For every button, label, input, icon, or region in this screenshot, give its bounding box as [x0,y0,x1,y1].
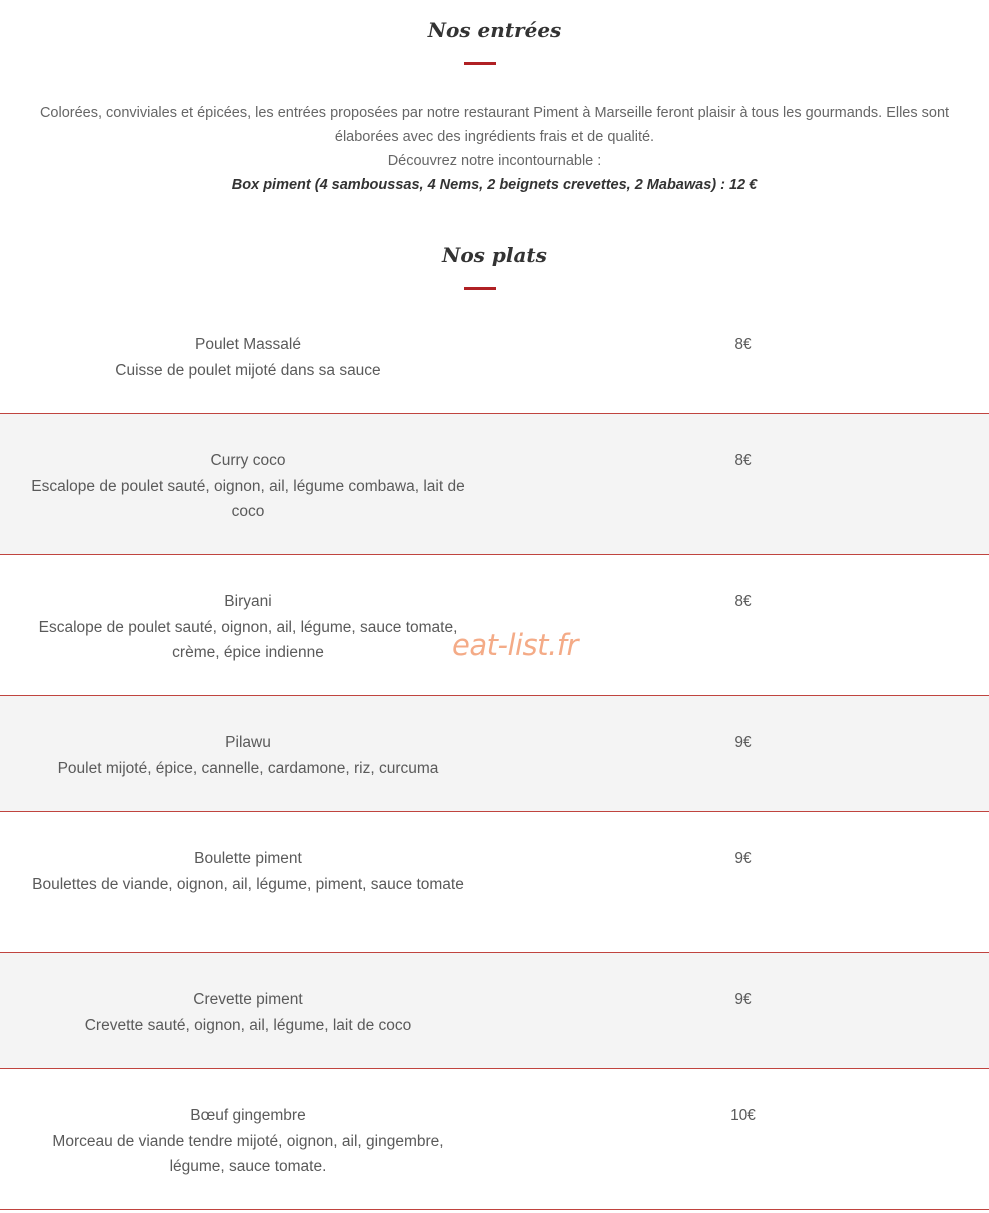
menu-item [0,555,989,696]
dish-info [30,589,466,666]
menu-item [0,812,989,953]
dish-price: 8€ [734,336,752,353]
watermark-text: eat-list.fr [452,628,578,662]
dish-price: 8€ [734,452,752,469]
entrees-title-rule [464,62,496,65]
dish-description: Cuisse de poulet mijoté dans sa sauce [115,361,381,379]
menu-item [0,953,989,1069]
dish-info [30,987,466,1038]
dish-name: Pilawu [225,734,271,751]
dish-info [30,846,466,897]
dish-price: 9€ [734,734,752,751]
plats-title-rule [464,287,496,290]
dish-description: Poulet mijoté, épice, cannelle, cardamone, riz, curcuma [57,759,439,777]
dish-name: Boulette piment [194,850,302,867]
menu-item [0,414,989,555]
menu-item [0,298,989,414]
plats-menu-list [0,298,989,1210]
dish-description: Escalope de poulet sauté, oignon, ail, légume combawa, lait de coco [31,477,465,520]
entrees-intro [10,101,979,197]
dish-description: Morceau de viande tendre mijoté, oignon, ail, gingembre, légume, sauce tomate. [52,1132,444,1175]
dish-name: Biryani [224,593,272,610]
menu-item [0,696,989,812]
dish-name: Bœuf gingembre [190,1107,306,1124]
entrees-highlight: Box piment (4 samboussas, 4 Nems, 2 beignets crevettes, 2 Mabawas) : 12 € [231,177,758,193]
dish-info [30,1103,466,1180]
dish-description: Escalope de poulet sauté, oignon, ail, légume, sauce tomate, crème, épice indienne [38,618,458,661]
dish-price: 8€ [734,593,752,610]
plats-title: Nos plats [442,243,547,267]
dish-name: Crevette piment [193,991,303,1008]
entrees-intro-text: Colorées, conviviales et épicées, les entrées proposées par notre restaurant Piment à Marseille feront plaisir à tous les gourmands. Elles sont élaborées avec des ingrédients frais et de qualité. [39,105,950,145]
dish-info [30,448,466,525]
dish-price: 9€ [734,850,752,867]
dish-info [30,332,466,383]
entrees-intro-discover: Découvrez notre incontournable : [387,153,602,169]
dish-info [30,730,466,781]
dish-price: 9€ [734,991,752,1008]
dish-price: 10€ [730,1107,756,1124]
menu-item [0,1069,989,1210]
entrees-title: Nos entrées [427,18,562,42]
dish-name: Poulet Massalé [195,336,301,353]
dish-description: Boulettes de viande, oignon, ail, légume, piment, sauce tomate [32,875,464,893]
dish-name: Curry coco [210,452,286,469]
dish-description: Crevette sauté, oignon, ail, légume, lait de coco [84,1016,412,1034]
